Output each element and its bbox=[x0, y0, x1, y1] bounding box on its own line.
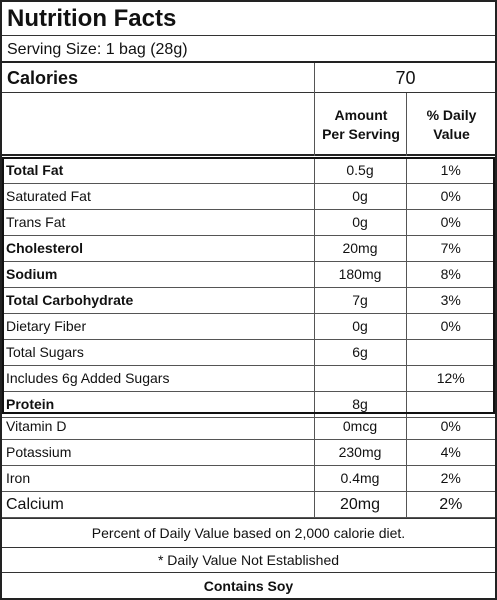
table-row bbox=[2, 340, 495, 366]
nutrient-daily-value bbox=[406, 340, 495, 366]
nutrient-daily-value: 2% bbox=[406, 492, 495, 518]
nutrient-daily-value: 12% bbox=[406, 366, 495, 392]
micronutrient-table bbox=[2, 414, 495, 518]
nutrient-daily-value: 0% bbox=[406, 210, 495, 236]
nutrient-name: Saturated Fat bbox=[2, 184, 314, 210]
table-row bbox=[2, 236, 495, 262]
nutrient-name: Total Sugars bbox=[2, 340, 314, 366]
not-established-note: * Daily Value Not Established bbox=[2, 547, 495, 572]
table-row bbox=[2, 210, 495, 236]
nutrient-name: Total Fat bbox=[2, 158, 314, 184]
nutrient-name: Sodium bbox=[2, 262, 314, 288]
nutrient-daily-value: 3% bbox=[406, 288, 495, 314]
serving-size: Serving Size: 1 bag (28g) bbox=[2, 36, 495, 63]
nutrient-name: Protein bbox=[2, 392, 314, 418]
calories-label: Calories bbox=[7, 68, 79, 88]
nutrient-amount: 180mg bbox=[314, 262, 406, 288]
header-blank-cell bbox=[2, 93, 314, 156]
nutrient-table bbox=[2, 158, 495, 418]
nutrient-amount: 0.4mg bbox=[314, 466, 406, 492]
nutrient-name: Dietary Fiber bbox=[2, 314, 314, 340]
nutrient-amount: 8g bbox=[314, 392, 406, 418]
table-row bbox=[2, 366, 495, 392]
nutrient-amount: 230mg bbox=[314, 440, 406, 466]
nutrient-name: Calcium bbox=[2, 492, 314, 518]
table-row bbox=[2, 288, 495, 314]
nutrient-daily-value: 2% bbox=[406, 466, 495, 492]
nutrient-amount: 0mcg bbox=[314, 414, 406, 440]
amount-per-serving-header bbox=[314, 93, 407, 156]
nutrient-daily-value: 0% bbox=[406, 414, 495, 440]
nutrient-amount: 0g bbox=[314, 314, 406, 340]
table-row bbox=[2, 262, 495, 288]
nutrient-amount: 20mg bbox=[314, 492, 406, 518]
daily-value-note: Percent of Daily Value based on 2,000 calorie diet. bbox=[2, 518, 495, 547]
table-row bbox=[2, 466, 495, 492]
nutrient-amount: 0.5g bbox=[314, 158, 406, 184]
nutrient-name: Vitamin D bbox=[2, 414, 314, 440]
dv-header-line1: % Daily bbox=[426, 106, 477, 123]
table-row bbox=[2, 440, 495, 466]
nutrient-daily-value: 0% bbox=[406, 314, 495, 340]
nutrient-amount: 6g bbox=[314, 340, 406, 366]
nutrient-daily-value: 0% bbox=[406, 184, 495, 210]
table-row bbox=[2, 414, 495, 440]
nutrient-name: Trans Fat bbox=[2, 210, 314, 236]
nutrient-amount: 0g bbox=[314, 210, 406, 236]
nutrient-amount bbox=[314, 366, 406, 392]
amount-header-line2: Per Serving bbox=[322, 125, 400, 142]
nutrient-daily-value: 7% bbox=[406, 236, 495, 262]
nutrient-amount: 7g bbox=[314, 288, 406, 314]
nutrient-daily-value: 1% bbox=[406, 158, 495, 184]
panel-title: Nutrition Facts bbox=[2, 2, 495, 36]
nutrient-name: Includes 6g Added Sugars bbox=[2, 366, 314, 392]
nutrient-amount: 20mg bbox=[314, 236, 406, 262]
nutrient-daily-value: 4% bbox=[406, 440, 495, 466]
nutrient-name: Cholesterol bbox=[2, 236, 314, 262]
table-row bbox=[2, 184, 495, 210]
nutrient-name: Potassium bbox=[2, 440, 314, 466]
calories-row bbox=[2, 63, 495, 93]
nutrient-name: Total Carbohydrate bbox=[2, 288, 314, 314]
daily-value-header bbox=[406, 93, 496, 156]
nutrient-daily-value: 8% bbox=[406, 262, 495, 288]
column-header bbox=[2, 93, 495, 156]
amount-header-line1: Amount bbox=[334, 106, 388, 123]
nutrient-amount: 0g bbox=[314, 184, 406, 210]
table-row bbox=[2, 158, 495, 184]
nutrient-name: Iron bbox=[2, 466, 314, 492]
table-row bbox=[2, 492, 495, 518]
allergen-statement: Contains Soy bbox=[2, 572, 495, 598]
dv-header-line2: Value bbox=[433, 125, 470, 142]
table-row bbox=[2, 314, 495, 340]
calories-value: 70 bbox=[314, 63, 496, 93]
